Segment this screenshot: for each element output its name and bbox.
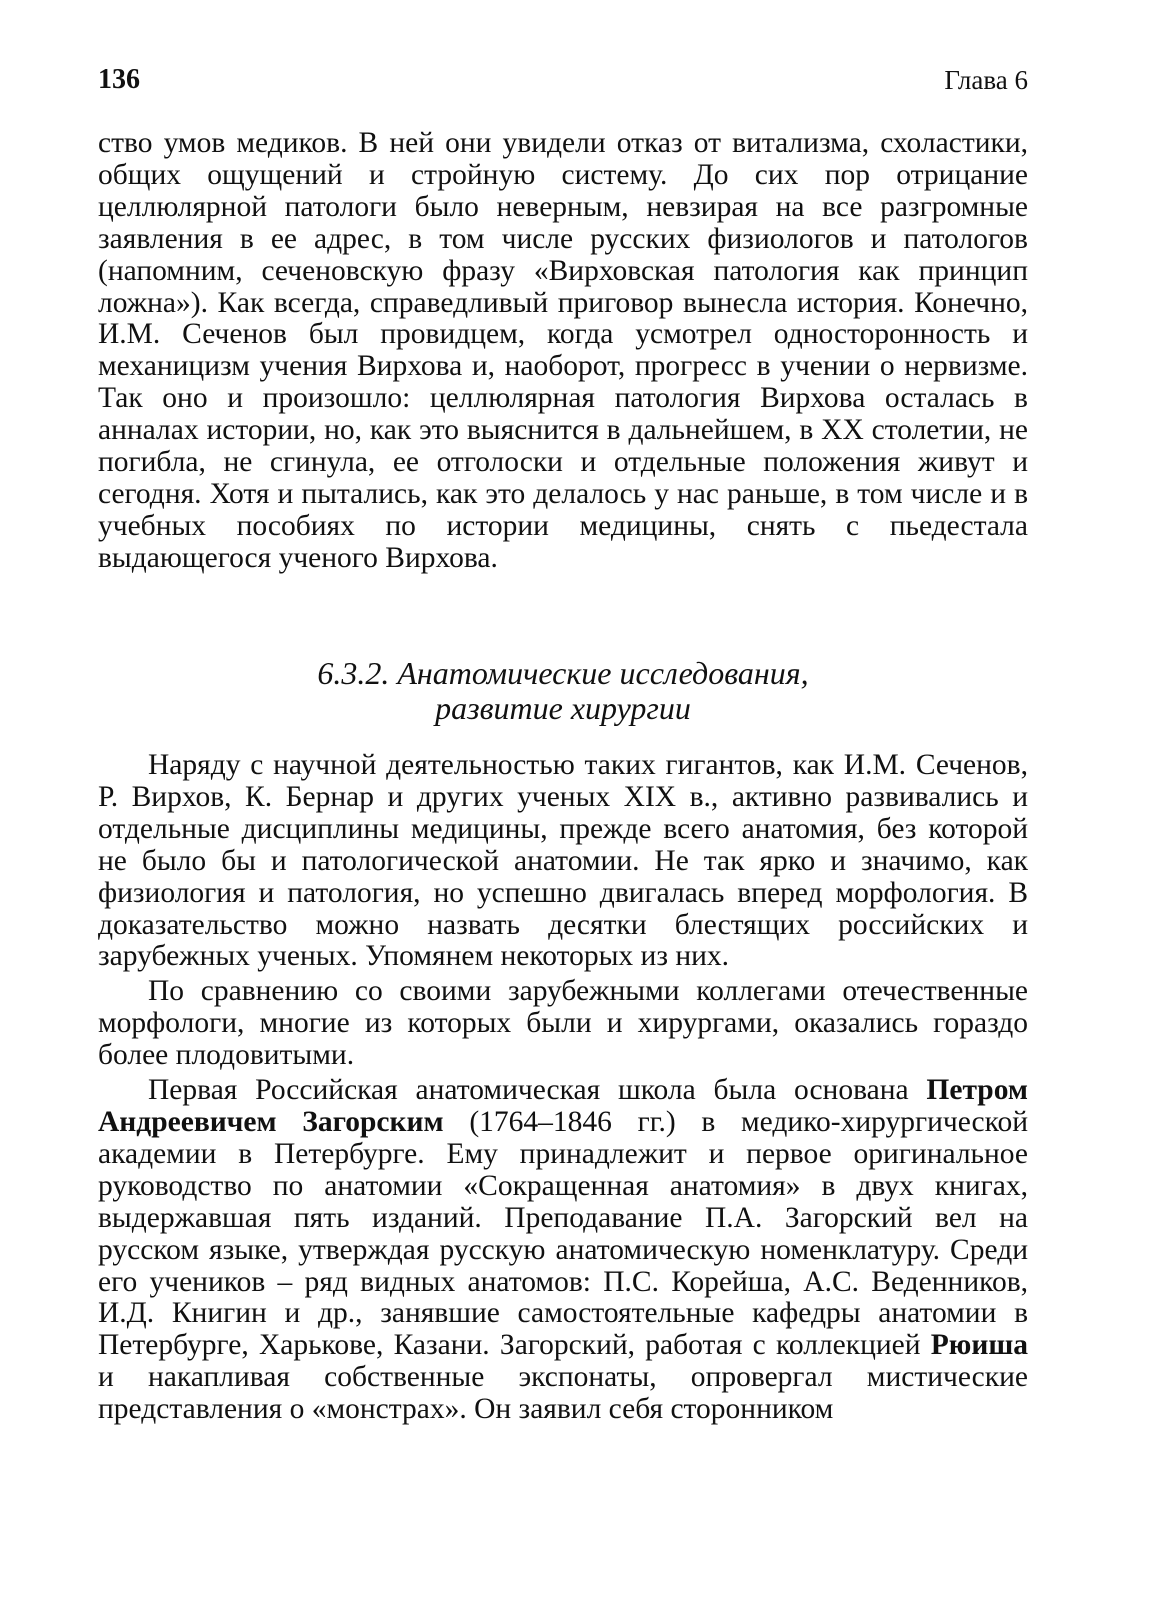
section-heading-line: развитие хирургии <box>435 690 691 726</box>
paragraph <box>98 1075 1028 1426</box>
continued-text <box>98 128 1028 575</box>
paragraph: ство умов медиков. В ней они увидели отказ от витализма, схоластики, общих ощущений и стройную систему. До сих пор отрицание целлюлярной патологи было неверным, невзирая на все разгромные заявления в ее адрес, в том числе русских физиологов и патологов (напомним, сеченовскую фразу «Вирховская патология как принцип ложна»). Как всегда, справедливый приговор вынесла история. Конечно, И.М. Сеченов был провидцем, когда усмотрел односторонность и механицизм учения Вирхова и, наоборот, прогресс в учении о нервизме. Так оно и произошло: целлюлярная патология Вирхова осталась в анналах истории, но, как это выяснится в дальнейшем, в XX столетии, не погибла, не сгинула, ее отголоски и отдельные положения живут и сегодня. Хотя и пытались, как это делалось у нас раньше, в том числе и в учебных пособиях по истории медицины, снять с пьедестала выдающегося ученого Вирхова. <box>98 127 1028 574</box>
page-number: 136 <box>98 64 140 95</box>
paragraph: По сравнению со своими зарубежными коллегами отечественные морфологи, многие из которых были и хирургами, оказались гораздо более плодовитыми. <box>98 975 1028 1072</box>
section-heading-line: 6.3.2. Анатомические исследования, <box>317 655 809 691</box>
bold-name: Рюиша <box>930 1329 1028 1362</box>
paragraph: Наряду с научной деятельностью таких гигантов, как И.М. Сеченов, Р. Вирхов, К. Бернар и других ученых XIX в., активно развивались и отдельные дисциплины медицины, прежде всего анатомия, без которой не было бы и патологической анатомии. Не так ярко и значимо, как физиология и патология, но успешно двигалась вперед морфология. В доказательство можно назвать десятки блестящих российских и зарубежных ученых. Упомянем некоторых из них. <box>98 749 1028 973</box>
bold-name: Петром Андреевичем Загорским <box>98 1074 1028 1138</box>
running-head: Глава 6 <box>944 65 1028 95</box>
section-body <box>98 750 1028 1429</box>
paragraph-text: Первая Российская анатомическая школа была основана <box>148 1074 927 1107</box>
page-header <box>98 62 1028 98</box>
paragraph-text: (1764–1846 гг.) в медико-хирургической академии в Петербурге. Ему принадлежит и первое оригинальное руководство по анатомии «Сокращенная анатомия» в двух книгах, выдержавшая пять изданий. Преподавание П.А. Загорский вел на русском языке, утверждая русскую анатомическую номенклатуру. Среди его учеников – ряд видных анатомов: П.С. Корейша, А.С. Веденников, И.Д. Книгин и др., занявшие самостоятельные кафедры анатомии в Петербурге, Харькове, Казани. Загорский, работая с коллекцией <box>98 1105 1028 1362</box>
section-heading <box>98 656 1028 726</box>
paragraph-text: и накапливая собственные экспонаты, опровергал мистические представления о «монстрах». Он заявил себя сторонником <box>98 1361 1028 1426</box>
